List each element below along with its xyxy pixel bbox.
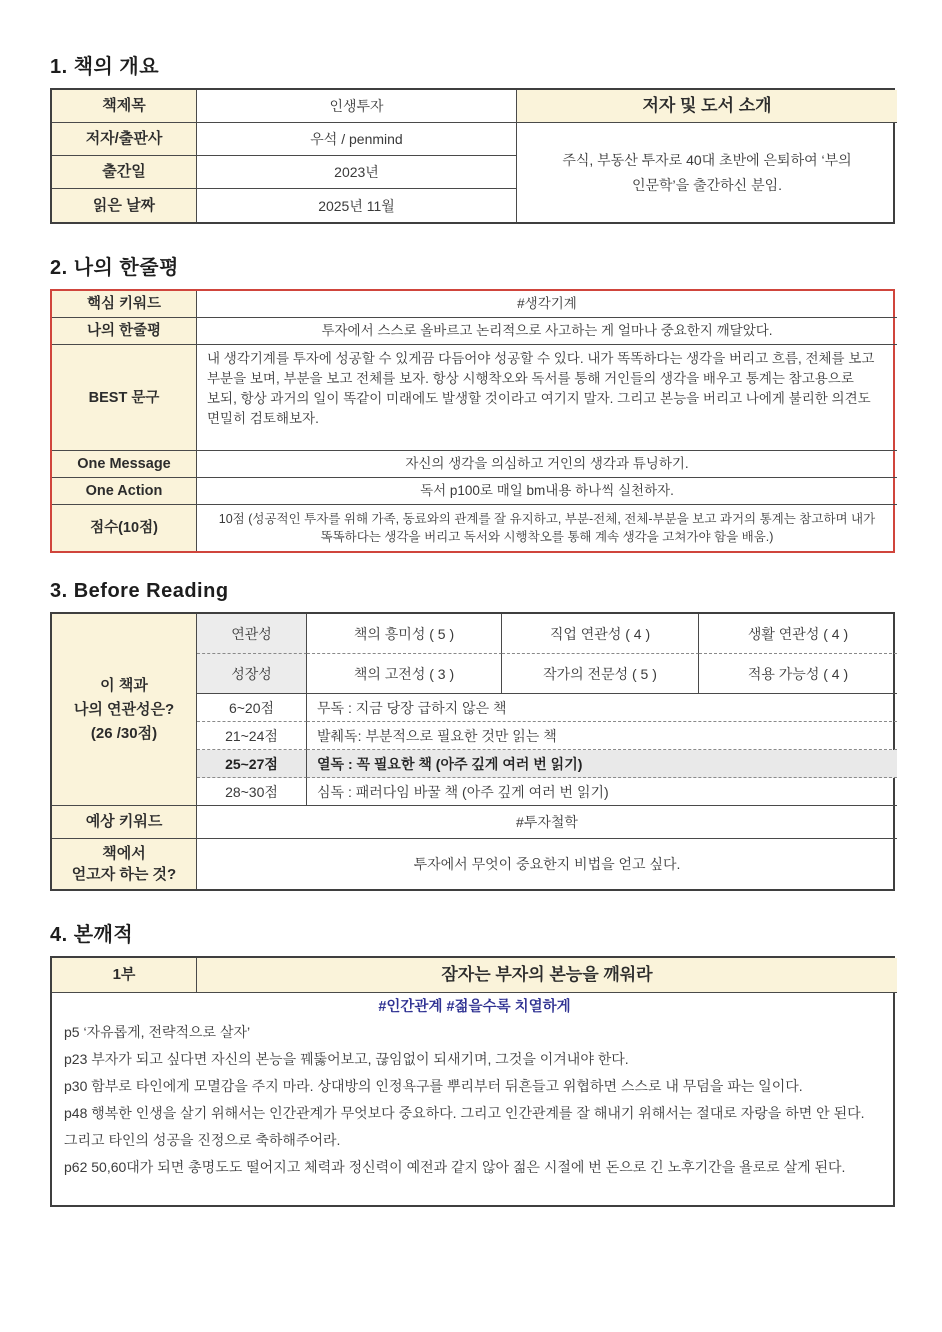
level-desc-0: 무독 : 지금 당장 급하지 않은 책 (307, 694, 897, 722)
before-reading-table (50, 612, 895, 891)
review-value-keyword: #생각기계 (197, 291, 897, 318)
level-range-3: 28~30점 (197, 778, 307, 806)
reading-goal-label (52, 839, 197, 889)
overview-label-pub-date: 출간일 (52, 156, 197, 189)
quote-p30: p30 함부로 타인에게 모멸감을 주지 마라. 상대방의 인정욕구를 뿌리부터 뒤흔들고 위협하면 스스로 내 무덤을 파는 일이다. (64, 1078, 803, 1094)
quote-p62: p62 50,60대가 되면 총명도도 떨어지고 체력과 정신력이 예전과 같지 않아 젊은 시절에 번 돈으로 긴 노후기간을 욜로로 살게 된다. (64, 1159, 846, 1175)
relevance-line-2: 나의 연관성은? (73, 700, 175, 718)
overview-label-read-date: 읽은 날짜 (52, 189, 197, 222)
quotes-body (52, 993, 897, 1205)
level-range-1: 21~24점 (197, 722, 307, 750)
quote-p5: p5 ‘자유롭게, 전략적으로 살자’ (64, 1024, 251, 1040)
criteria-label-growth: 성장성 (197, 654, 307, 694)
overview-value-read-date: 2025년 11월 (197, 189, 517, 222)
expected-keyword-label: 예상 키워드 (52, 806, 197, 839)
overview-label-book-title: 책제목 (52, 90, 197, 123)
section-2-title: 2. 나의 한줄평 (50, 257, 179, 279)
overview-value-book-title: 인생투자 (197, 90, 517, 123)
review-value-best-phrase: 내 생각기계를 투자에 성공할 수 있게끔 다듬어야 성공할 수 있다. 내가 똑똑하다는 생각을 버리고 흐름, 전체를 보고 부분을 보며, 부분을 보고 전체를 보자. 항상 시행착오와 독서를 통해 거인들의 생각을 배우고 통계는 참고용으로 보되, 항상 과거의 일이 똑같이 미래에도 발생할 것이라고 여기지 말자. 그리고 본능을 버리고 나에게 불리한 의견도 면밀히 검토해보자. (197, 345, 897, 451)
review-value-one-message: 자신의 생각을 의심하고 거인의 생각과 튜닝하기. (197, 451, 897, 478)
review-label-oneline: 나의 한줄평 (52, 318, 197, 345)
overview-table (50, 88, 895, 224)
goal-label-line-1: 책에서 (102, 845, 146, 862)
review-label-one-message: One Message (52, 451, 197, 478)
overview-label-author-publisher: 저자/출판사 (52, 123, 197, 156)
review-label-score: 점수(10점) (52, 505, 197, 551)
review-value-oneline: 투자에서 스스로 올바르고 논리적으로 사고하는 게 얼마나 중요한지 깨달았다. (197, 318, 897, 345)
criteria-cell-expertise: 작가의 전문성 ( 5 ) (502, 654, 699, 694)
criteria-cell-job: 직업 연관성 ( 4 ) (502, 614, 699, 654)
level-range-0: 6~20점 (197, 694, 307, 722)
quote-p23: p23 부자가 되고 싶다면 자신의 본능을 꿰뚫어보고, 끊임없이 되새기며, 그것을 이겨내야 한다. (64, 1051, 629, 1067)
relevance-line-1: 이 책과 (100, 676, 148, 694)
overview-value-author-publisher: 우석 / penmind (197, 123, 517, 156)
review-label-keyword: 핵심 키워드 (52, 291, 197, 318)
criteria-cell-applicability: 적용 가능성 ( 4 ) (699, 654, 897, 694)
author-intro-body: 주식, 부동산 투자로 40대 초반에 은퇴하여 ‘부의 인문학’을 출간하신 분임. (562, 151, 852, 193)
bonkkaejeok-table (50, 956, 895, 1207)
book-report-page (50, 50, 895, 1207)
part-title: 잠자는 부자의 본능을 깨워라 (197, 958, 897, 993)
criteria-label-relevance: 연관성 (197, 614, 307, 654)
criteria-cell-interest: 책의 흥미성 ( 5 ) (307, 614, 502, 654)
level-range-2-selected: 25~27점 (197, 750, 307, 778)
level-desc-1: 발췌독: 부분적으로 필요한 것만 읽는 책 (307, 722, 897, 750)
review-value-one-action: 독서 p100로 매일 bm내용 하나씩 실천하자. (197, 478, 897, 505)
criteria-cell-classic: 책의 고전성 ( 3 ) (307, 654, 502, 694)
level-desc-3: 심독 : 패러다임 바꿀 책 (아주 깊게 여러 번 읽기) (307, 778, 897, 806)
overview-value-pub-date: 2023년 (197, 156, 517, 189)
section-1-title: 1. 책의 개요 (50, 56, 160, 78)
relevance-line-3: (26 /30점) (90, 724, 158, 742)
section-4-title: 4. 본깨적 (50, 924, 134, 946)
author-intro-header: 저자 및 도서 소개 (517, 90, 897, 123)
review-label-best-phrase: BEST 문구 (52, 345, 197, 451)
relevance-question-label (52, 614, 197, 806)
reading-goal-value: 투자에서 무엇이 중요한지 비법을 얻고 싶다. (413, 856, 681, 872)
level-desc-2-selected: 열독 : 꼭 필요한 책 (아주 깊게 여러 번 읽기) (307, 750, 897, 778)
criteria-cell-life: 생활 연관성 ( 4 ) (699, 614, 897, 654)
quote-p48: p48 행복한 인생을 살기 위해서는 인간관계가 무엇보다 중요하다. 그리고 인간관계를 잘 해내기 위해서는 절대로 자랑을 하면 안 된다. 그리고 타인의 성공을 진정으로 축하해주어라. (64, 1105, 865, 1148)
goal-label-line-2: 얻고자 하는 것? (71, 866, 177, 883)
review-value-score: 10점 (성공적인 투자를 위해 가족, 동료와의 관계를 잘 유지하고, 부분-전체, 전체-부분을 보고 과거의 통계는 참고하며 내가 똑똑하다는 생각을 버리고 독서와 시행착오를 통해 계속 생각을 고쳐가야 함을 배움.) (218, 512, 876, 544)
review-table (50, 289, 895, 553)
hashtag-line: #인간관계 #젊을수록 치열하게 (378, 999, 571, 1015)
review-label-one-action: One Action (52, 478, 197, 505)
part-number-label: 1부 (52, 958, 197, 993)
expected-keyword-value: #투자철학 (197, 806, 897, 839)
section-3-title: 3. Before Reading (50, 580, 229, 602)
